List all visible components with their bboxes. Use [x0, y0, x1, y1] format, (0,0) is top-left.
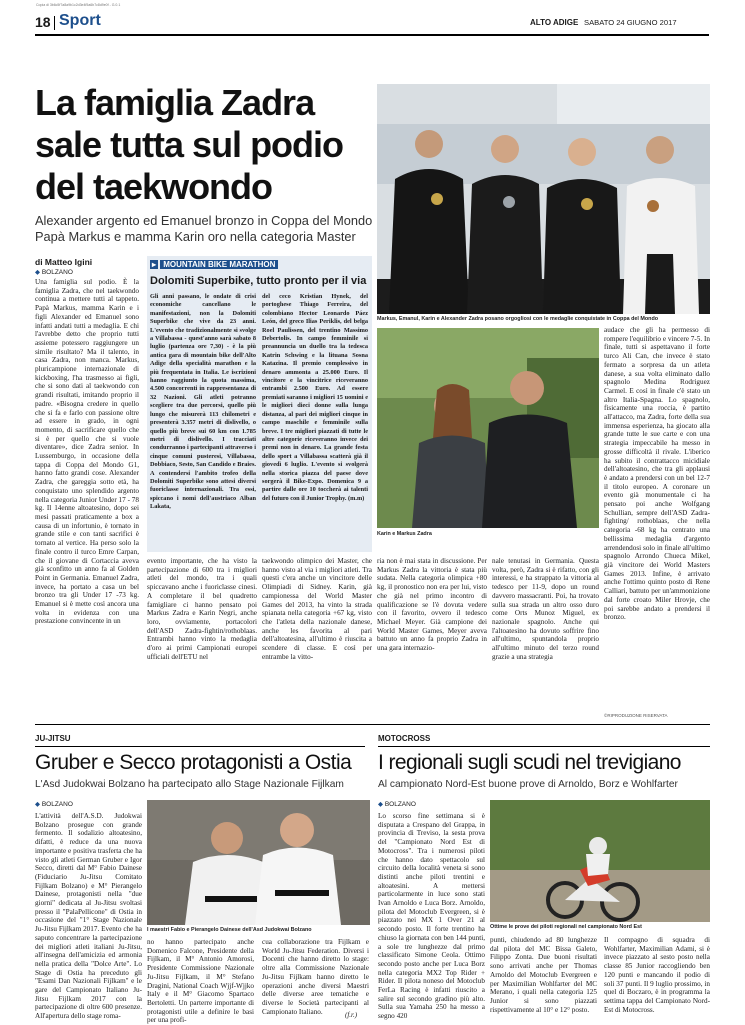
header-rule: [35, 34, 709, 36]
jujitsu-body-col-1: L'attività dell'A.S.D. Judokwai Bolzano prosegue con grande fermento. Il sodalizio altoatesino, difatti, è reduce da una nuova importante e positiva trasferta che ha visto gli atleti German Gruber e Igor Secco, diretti dal M° Fabio Dainese (Fiduciario Ju-Jitsu Comitato Fijlkam Bolzano) e M° Pierangelo Dainese, protagonisti nella "due giorni" dedicata al Ju-Jitsu svoltasi presso il "PalaPellicone" di Ostia in occasione del "1° Stage Nazionale Ju-Jitsu Fijlkam 2017. Evento che ha saputo concentrare la partecipazione dei migliori atleti italiani Ju-Jitsu, all'insegna dell'amicizia ed armonia nella pratica della "Dolce Arte". Lo Stage di Ostia ha preceduto gli "Esami Dan Nazionali Fijlkam" e le gare del Campionato Italiano Ju-Jitsu Fijlkam 2017 con la partecipazione di oltre 600 presenze. All'apertura dello stage roma-: [35, 812, 142, 1021]
karin-markus-photo: [377, 328, 599, 528]
page-number: 18: [35, 14, 51, 30]
motocross-body-col-2: punti, chiudendo ad 80 lunghezze dal pilota del MC Bissa Galeto, Filippo Zonta. Due buoni risultati sono arrivati anche per Thomas Arnoldo del Motoclub Evergreen e per Maximilian Wohlfarter del MC Merano, i quali nella categoria 125 Junior si sono piazzati rispettivamente al 10° e 12° posto.: [490, 936, 597, 1014]
issue-date: SABATO 24 GIUGNO 2017: [584, 18, 677, 27]
jujitsu-place: [35, 800, 73, 808]
section-rule: [35, 724, 710, 725]
main-body-col-3: taekwondo olimpico dei Master, che hanno visto al via i migliori atleti. Tra questi c'era anche un vincitore delle Olimpiadi di Sidney. Karin, già campionessa del World Master Games del 2013, ha vinto la strada spianata nella categoria +67 kg, visto che l'atleta della nazionale danese, anche les favorita al pari dell'altoatesina, all'ultimo è riuscita a scendere di classe. E così per entrambe la vitto-: [262, 557, 372, 661]
mtb-body-col-1: Gli anni passano, le ondate di crisi economiche cancellano le manifestazioni, non la Dolomiti Superbike che vive da 23 anni. L'evento che tradizionalmente si svolge a Villabassa - quest'anno sarà sabato 8 luglio (partenza ore 7,30) - è la più antica gara di mountain bike dell'Alto Adige della specialità marathon e la più frequentata in Italia. Le iscrizioni hanno raggiunto la quota massima, 4.500 concorrenti in rappresentanza di 32 Nazioni. Gli atleti potranno scegliere tra due percorsi, quello più lungo che misurerà 113 chilometri e presenterà 3.357 metri di dislivello, o quello più breve sui 60 km con 1.785 metri di dislivello. I tracciati condurranno i partecipanti attraverso i cinque comuni pusteresi, Villabassa, Dobbiaco, Sesto, San Candido e Braies. A contendersi l'ambito trofeo della Dolomiti Superbike sono attesi diversi fuoriclasse internazionali. Tra essi, spiccano i nomi dell'austriaco Alban Lakata,: [150, 293, 256, 511]
mtb-kicker-bullet-icon: ▸: [152, 260, 157, 269]
main-place: [35, 268, 73, 276]
main-repro-note: ©RIPRODUZIONE RISERVATA: [604, 713, 668, 718]
motocross-body-col-1: Lo scorso fine settimana si è disputata a Crespano del Grappa, in provincia di Treviso, la sesta prova del "Campionato Nord Est di Motocross". Tra i numerosi piloti che hanno dato spettacolo sul circuito della località veneta si sono distinti anche piloti trentini e altoatesini. A mettersi particolarmente in luce sono stati Ivan Arnoldo e Luca Borz. Arnoldo, pilota del Motoclub Evergreen, si è piazzato nei MX 1 Over 21 al secondo posto. Il forte trentino ha chiuso la giornata con ben 144 punti, a sole tre lunghezze dal primo classificato Simone Ceola. Ottimo secondo posto anche per Luca Borz nella categoria MX2 Top Rider + Rider. Il pilota noneso del Motoclub FerLa Racing è infatti riuscito a salire sul secondo gradino più alto. Sulla sua Yamaha 250 ha messo a segno 420: [378, 812, 485, 1021]
mtb-kicker: [150, 260, 278, 269]
jujitsu-photo-caption: I maestri Fabio e Pierangelo Dainese dell'Asd Judokwai Bolzano: [147, 927, 312, 933]
motocross-photo: [490, 800, 710, 922]
main-body-col-5: nale tenutasi in Germania. Questa volta, però, Zadra si è rifatto, con gli interessi, e ha strappato la vittoria al tedesco per 11-9, dopo un round davvero massacranti. Poi, ha trovato sulla sua strada un altro osso duro come Orts Munoz Miguel, ex nazionale spagnolo. Anche qui l'altoatesino ha dovuto soffrire fino all'ultimo, spuntandola proprio all'ultimo minuto del terzo round grazie a una strategia: [492, 557, 599, 661]
motocross-kicker: MOTOCROSS: [378, 734, 431, 743]
main-author: di Matteo Igini: [35, 257, 93, 267]
photo-1-caption: Markus, Emanul, Karin e Alexander Zadra posano orgogliosi con le medaglie conquistate in Coppa del Mondo: [377, 316, 659, 322]
blue-triangle-bullet-icon: ◆: [35, 269, 40, 276]
main-subtitle-1: Alexander argento ed Emanuel bronzo in Coppa del Mondo: [35, 213, 373, 228]
motocross-subtitle: Al campionato Nord-Est buone prove di Arnoldo, Borz e Wohlfarter: [378, 779, 678, 790]
jujitsu-title: Gruber e Secco protagonisti a Ostia: [35, 751, 352, 774]
main-place-label: BOLZANO: [41, 269, 73, 276]
photo-2-caption: Karin e Markus Zadra: [377, 531, 432, 537]
taekwondo-photo: [377, 84, 710, 314]
paper-name: ALTO ADIGE: [530, 18, 579, 27]
jujitsu-kicker: JU-JITSU: [35, 734, 71, 743]
motocross-photo-caption: Ottime le prove dei piloti regionali nel campionato Nord Est: [490, 924, 642, 930]
jujitsu-kicker-rule: [35, 746, 365, 747]
jujitsu-bullet-icon: ◆: [35, 801, 40, 808]
jujitsu-body-col-2: no hanno partecipato anche Domenico Falcone, Presidente della Fijlkam, il M° Antonio Amorosi, Presidente Commissione Nazionale Ju-Jitsu Fijlkam, il M° Stefano Dragini, National Coach Wjjf-Wjjko Italy e il M° Giacomo Spartaco Bertoletti. Un parterre importante di protagonisti utile a definire le basi per una profi-: [147, 938, 254, 1025]
mtb-title: Dolomiti Superbike, tutto pronto per il via: [150, 275, 367, 287]
main-body-col-2: evento importante, che ha visto la partecipazione di 600 tra i migliori atleti del mondo, tra i quali spiccavano anche i fuoriclasse cinesi. A completare il bel quadretto famigliare ci hanno pensato poi Markus Zadra e Karin Negri, anche loro, ovviamente, portacolori dell'ASD Zadra-fightin/rothoblaas. Entrambi hanno vinto la medaglia d'oro ai primi Campionati europei ufficiali dell'ETU nel: [147, 557, 257, 661]
main-body-col-1: Una famiglia sul podio. È la famiglia Zadra, che nel taekwondo continua a mettere tutti al tappeto. Papà Markus, mamma Karin e i figli Alexander ed Emanuel sono infatti andati tutti a medaglia. E chi l'avrebbe detto che proprio tutti assieme potessero raggiungere un simile risultato? Ma il talento, in casa Zadra, non manca. Markus, pluricampione internazionale di kickboxing, l'ha trasmesso ai figli, che si sono dati al taekwondo con grandi risultati, imitando proprio il padre. «Bisogna credere in quello che si fa e farlo con passione oltre ad essere in grado, in ogni momento, di sacrificare quello che si è per quello che si vuole diventare», dice Zadra senior. In Lussemburgo, in occasione della tappa di Coppa del Mondo G1, hanno fatto grandi cose. Alexander Zadra, che gareggia sotto età, ha conquistato uno splendido argento nella categoria Junior Under 17 - 78 kg. Il 14enne altoatesino, dopo sei mesi passati praticamente a box a causa di un infortunio, è tornato in grande stile e con tanti sacrifici è tornato al vertice. Ha perso solo la finale contro il turco Emre Carpan, che il giovane di Cortaccia aveva già sconfitto un anno fa al Golden Point in Germania. Emanuel Zadra, invece, ha portato a casa un bel bronzo tra gli Under 17 -73 kg. Emanuel si è mette così ancora una volta in evidenza con una prestazione convincente in un: [35, 278, 139, 626]
main-headline: La famiglia Zadra sale tutta sul podio del taekwondo: [35, 82, 344, 207]
motocross-place: [378, 800, 416, 808]
jujitsu-body-col-3: cua collaborazione tra Fijlkam e World Ju-Jitsu Federation. Diversi i Docenti che hanno diretto lo stage: oltre alla Commissione Nazionale Ju-Jitsu Fijlkam hanno diretto le operazioni anche diversi Maestri delle diverse aree tematiche e diverse le Società partecipanti al Campionato Italiano.: [262, 938, 369, 1016]
motocross-place-label: BOLZANO: [384, 801, 416, 808]
section-label: Sport: [59, 12, 101, 29]
motocross-title: I regionali sugli scudi nel trevigiano: [378, 751, 681, 774]
mtb-kicker-label: MOUNTAIN BIKE MARATHON: [160, 260, 278, 269]
jujitsu-place-label: BOLZANO: [41, 801, 73, 808]
motocross-body-col-3: Il compagno di squadra di Wohlfarter, Maximilian Adami, si è invece piazzato al sesto posto nella classe 85 Junior raccogliendo ben 120 punti e mancando il podio di soli 37 punti. Il 9 luglio prossimo, in quel di Boczaro, è in programma la settima tappa del Campionato Nord-Est di Motocross.: [604, 936, 710, 1014]
jujitsu-subtitle: L'Asd Judokwai Bolzano ha partecipato allo Stage Nazionale Fijlkam: [35, 779, 344, 790]
main-body-col-4: ria non è mai stata in discussione. Per Markus Zadra la vittoria è stata più sudata. Nella categoria olimpica +80 kg, il pronostico non era per lui, visto che già nel primo incontro di qualificazione se l'è dovuta vedere con il favorito, ovvero il tedesco Michael Meyer. Già campione dei World Master Games, Meyer aveva battuto un anno fa proprio Zadra in una gara internazio-: [377, 557, 487, 653]
section-divider: [54, 16, 55, 30]
jujitsu-signature: (f.r.): [345, 1011, 358, 1019]
main-subtitle-2: Papà Markus e mamma Karin oro nella categoria Master: [35, 229, 356, 244]
mtb-body-col-2: del ceco Kristian Hynek, del portoghese Thiago Ferreira, del colombiano Hector Leonardo Páez León, del greco Ilias Periklis, del belga Roel Paulissen, del trentino Massimo Debertolis. In campo femminile si preannuncia un duello tra la tedesca Katrin Schwing e la lituana Sosna Katazina. Il premio complessivo in denaro ammonta a 25.000 Euro. Il vincitore e la vincitrice riceveranno entrambi 2.500 Euro. Ad essere premiati saranno i migliori 15 uomini e le migliori dieci donne sulla lunga distanza, al pari dei migliori cinque in campo maschile e femminile sulla breve. I tre migliori piazzati di tutte le altre categorie riceveranno invece dei premi non in denaro. La grande festa dello sport a Villabassa scatterà già il giovedì 6 luglio. L'evento si svolgerà nella storica piazza del paese dove sorgerà il Bike-Expo. Domenica 9 a partire dalle ore 10 toccherà ai talenti del futuro con il Junior Trophy. (m.m): [262, 293, 368, 502]
header-tiny-line: Copia di 3b6c5f7a8a9b1c2d3e4f5a6b7c8d9e0f - G.0.1: [36, 3, 121, 7]
motocross-bullet-icon: ◆: [378, 801, 383, 808]
main-body-col-6: audace che gli ha permesso di rompere l'equilibrio e vincere 7-5. In finale, tutti si aspettavano il forte turco Ali Can, che invece è stato fermato a sorpresa da un atleta danese, a sua volta eliminato dallo spagnolo Medina Rodriguez Carmel. E così in finale c'è stato un altro Italia-Spagna. Lo spagnolo, fisicamente una roccia, è partito all'attacco, ma Zadra, forte della sua immensa esperienza, ha giocato alla grande tutte le sue carte e con una strategia impeccabile ha messo in grosse difficoltà il rivale. L'iberico ha subito il contrattacco micidiale dell'altoatesino, che tra gli applausi è andato a prendersi con un bel 12-7 il titolo europeo. A coronare un evento già monumentale ci ha pensato poi anche Wolfgang Schullian, sempre dell'ASD Zadra-fighting/ rothoblaas, che nella categoria -68 kg ha centrato una bellissima medaglia d'argento arrendendosi solo in finale all'ultimo spagnolo Arrondo Chueca Mikel, già vincitore dei World Masters Games 2013. Infine, è arrivato anche l'ottimo quinto posto di Rene Calliari, battuto per un'ammonizione dal forte croato Miler Hrovje, che poi sarebbe andato a prendersi il bronzo.: [604, 326, 710, 622]
jujitsu-photo: [147, 800, 370, 925]
motocross-kicker-rule: [378, 746, 710, 747]
